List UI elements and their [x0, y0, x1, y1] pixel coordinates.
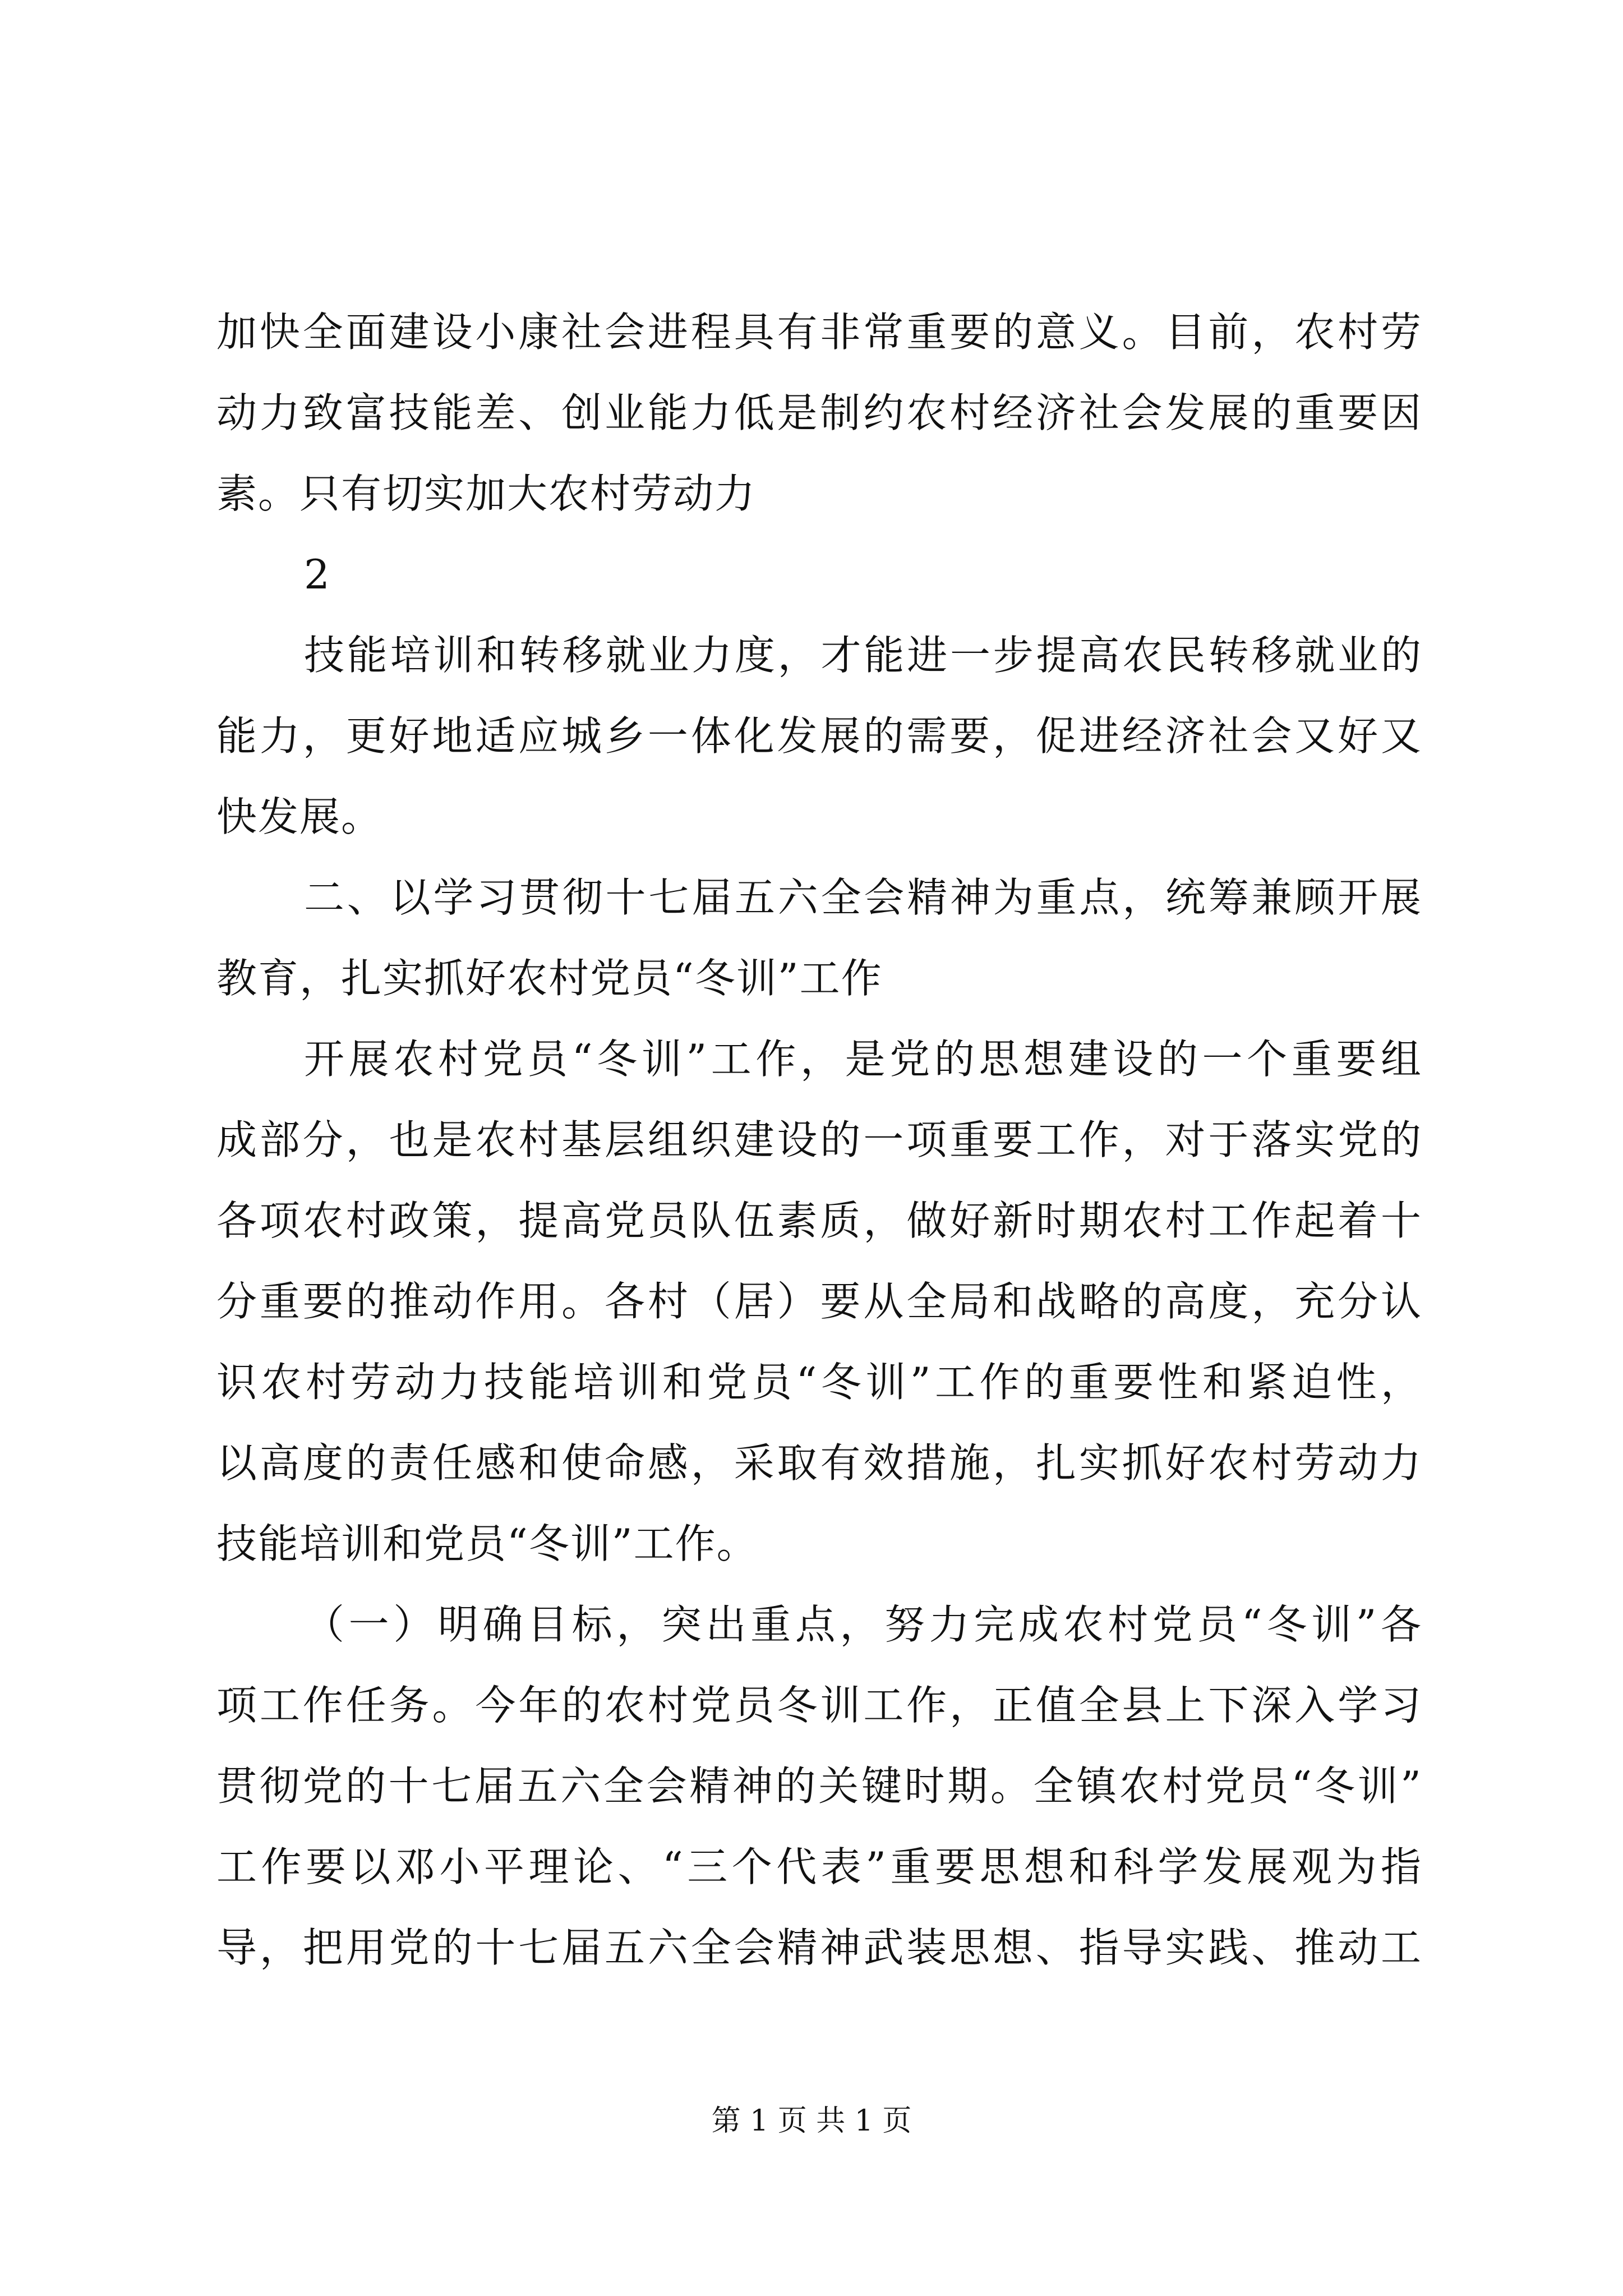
text-line: 贯彻党的十七届五六全会精神的关键时期。全镇农村党员“冬训” — [216, 1763, 1422, 1810]
document-body — [216, 292, 1422, 1988]
text-line: 以高度的责任感和使命感，采取有效措施，扎实抓好农村劳动力 — [216, 1439, 1422, 1487]
text-line: 开展农村党员“冬训”工作，是党的思想建设的一个重要组 — [304, 1036, 1422, 1083]
subsection-line: （一）明确目标，突出重点，努力完成农村党员“冬训”各 — [304, 1601, 1422, 1648]
section-heading-line: 二、以学习贯彻十七届五六全会精神为重点，统筹兼顾开展 — [304, 874, 1422, 921]
text-line: 加快全面建设小康社会进程具有非常重要的意义。目前，农村劳 — [216, 309, 1422, 356]
text-line: 成部分，也是农村基层组织建设的一项重要工作，对于落实党的 — [216, 1116, 1422, 1163]
text-line: 快发展。 — [216, 793, 383, 840]
text-line: 能力，更好地适应城乡一体化发展的需要，促进经济社会又好又 — [216, 712, 1422, 760]
text-line: 技能培训和党员“冬训”工作。 — [216, 1520, 758, 1567]
text-line: 分重要的推动作用。各村（居）要从全局和战略的高度，充分认 — [216, 1278, 1422, 1325]
text-line: 识农村劳动力技能培训和党员“冬训”工作的重要性和紧迫性， — [216, 1359, 1422, 1406]
text-line: 素。只有切实加大农村劳动力 — [216, 470, 757, 517]
text-line: 项工作任务。今年的农村党员冬训工作，正值全县上下深入学习 — [216, 1682, 1422, 1729]
text-line: 动力致富技能差、创业能力低是制约农村经济社会发展的重要因 — [216, 389, 1422, 436]
text-line: 各项农村政策，提高党员队伍素质，做好新时期农村工作起着十 — [216, 1197, 1422, 1244]
text-line: 技能培训和转移就业力度，才能进一步提高农民转移就业的 — [304, 632, 1422, 679]
text-line: 工作要以邓小平理论、“三个代表”重要思想和科学发展观为指 — [216, 1843, 1422, 1890]
inline-page-number: 2 — [304, 551, 331, 598]
text-line: 导，把用党的十七届五六全会精神武装思想、指导实践、推动工 — [216, 1924, 1422, 1971]
section-heading-line: 教育，扎实抓好农村党员“冬训”工作 — [216, 955, 883, 1002]
page-footer: 第 1 页 共 1 页 — [711, 2104, 912, 2138]
